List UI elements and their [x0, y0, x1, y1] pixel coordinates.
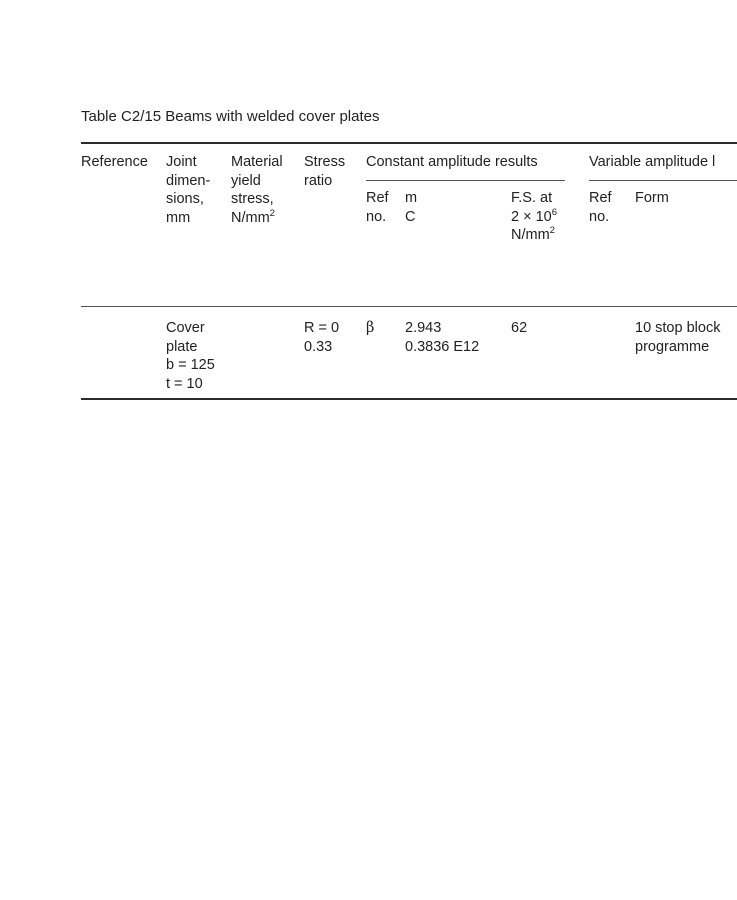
cell-ca-ref-no: β [366, 320, 375, 336]
cell-va-form: 10 stop block programme [635, 320, 721, 355]
header-reference: Reference [81, 154, 148, 170]
constant-group-rule [366, 180, 565, 181]
header-material-yield-stress: Material yield stress, $N/mm^2$ [231, 154, 283, 226]
header-variable-amplitude-results: Variable amplitude l [589, 154, 716, 170]
header-constant-amplitude-results: Constant amplitude results [366, 154, 538, 170]
cell-stress-ratio: R = 0 0.33 [304, 320, 340, 355]
header-ca-ref-no: Ref no. [366, 190, 389, 225]
header-stress-ratio: Stress ratio [304, 154, 346, 189]
table-top-rule [81, 142, 737, 144]
header-va-form: Form [635, 190, 669, 206]
header-joint-dimensions: Joint dimen- sions, mm [166, 154, 211, 226]
header-bottom-rule [81, 306, 737, 307]
cell-ca-fatigue-strength: 62 [511, 320, 528, 336]
table-bottom-rule [81, 398, 737, 400]
header-ca-m-c: m C [405, 190, 418, 225]
table-caption: Table C2/15 Beams with welded cover plates [81, 108, 380, 125]
variable-group-rule [589, 180, 737, 181]
header-va-ref-no: Ref no. [589, 190, 612, 225]
cell-joint-dimensions: Cover plate b = 125 t = 10 [166, 320, 215, 392]
cell-ca-m-c: 2.943 0.3836 E12 [405, 320, 480, 355]
header-ca-fatigue-strength: F.S. at $2 \times 10^6$ $N/mm^2$ [511, 190, 558, 243]
